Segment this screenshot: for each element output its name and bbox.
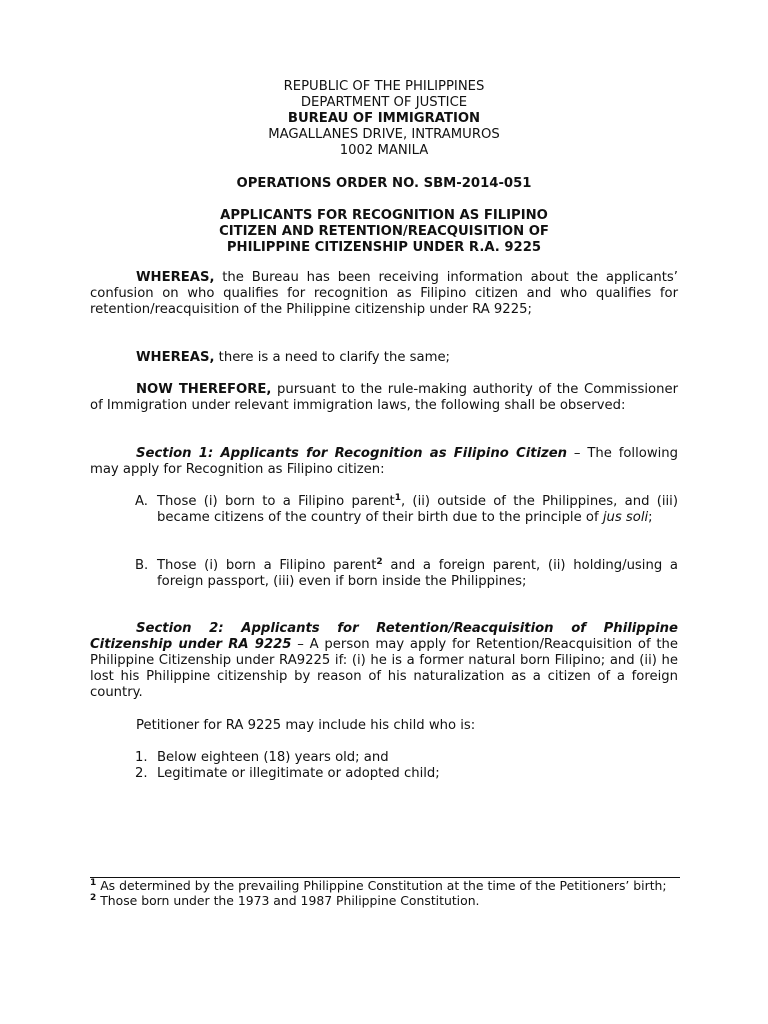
list-a-text-1: Those (i) born to a Filipino parent <box>157 494 395 509</box>
list-b-text-2: and a foreign parent, (ii) holding/using a foreign passport, (iii) even if born inside the Philippines; <box>157 558 678 589</box>
list-a-italic: jus soli <box>602 510 649 525</box>
list-a-text-2: , (ii) outside of the Philippines, and (iii) became citizens of the country of their birth due to the principle of <box>157 494 678 525</box>
list-marker-2: 2. <box>135 766 148 781</box>
list-item-1 <box>135 750 678 766</box>
whereas-paragraph-2 <box>90 350 678 366</box>
now-therefore-lead: NOW THEREFORE, <box>136 382 272 397</box>
recognition-list <box>135 494 678 526</box>
letterhead-bureau: BUREAU OF IMMIGRATION <box>287 111 481 126</box>
subject-title <box>0 208 768 256</box>
subject-line-2: CITIZEN AND RETENTION/REACQUISITION OF <box>219 224 549 239</box>
numbered-list <box>135 750 678 782</box>
footnotes <box>90 878 680 908</box>
list-item-2-text: Legitimate or illegitimate or adopted child; <box>157 766 440 781</box>
whereas-lead-1: WHEREAS, <box>136 270 215 285</box>
list-a-text-3: ; <box>648 510 653 525</box>
footnote-1 <box>90 878 680 893</box>
section-2-paragraph <box>90 621 678 701</box>
recognition-list-b <box>135 558 678 590</box>
list-item-1-text: Below eighteen (18) years old; and <box>157 750 389 765</box>
list-marker-b: B. <box>135 558 149 573</box>
footnote-ref-1: 1 <box>394 493 401 503</box>
section-2-heading: Section 2: Applicants for Retention/Reacquisition of Philippine Citizenship under RA 9225 <box>90 621 678 652</box>
footnote-mark-1: 1 <box>90 878 97 888</box>
list-item-b <box>135 558 678 590</box>
letterhead-republic: REPUBLIC OF THE PHILIPPINES <box>283 79 485 94</box>
whereas-text-2: there is a need to clarify the same; <box>214 350 450 365</box>
subject-line-1: APPLICANTS FOR RECOGNITION AS FILIPINO <box>220 208 548 223</box>
footnote-ref-2: 2 <box>376 557 383 567</box>
section-1-paragraph <box>90 446 678 478</box>
section-1-text: – The following may apply for Recognition as Filipino citizen: <box>90 446 678 477</box>
whereas-text-1: the Bureau has been receiving information about the applicants’ confusion on who qualifies for recognition as Filipino citizen and who qualifies for retention/reacquisition of the Philippine citizenship under RA 9225; <box>90 270 678 317</box>
list-b-text-1: Those (i) born a Filipino parent <box>157 558 377 573</box>
letterhead-department: DEPARTMENT OF JUSTICE <box>300 95 468 110</box>
letterhead <box>0 79 768 159</box>
whereas-lead-2: WHEREAS, <box>136 350 215 365</box>
list-marker-a: A. <box>135 494 148 509</box>
subject-line-3: PHILIPPINE CITIZENSHIP UNDER R.A. 9225 <box>226 240 542 255</box>
order-title: OPERATIONS ORDER NO. SBM-2014-051 <box>236 176 532 191</box>
petitioner-paragraph: Petitioner for RA 9225 may include his child who is: <box>136 718 476 733</box>
now-therefore-paragraph <box>90 382 678 414</box>
now-therefore-text: pursuant to the rule-making authority of the Commissioner of Immigration under relevant immigration laws, the following shall be observed: <box>90 382 678 413</box>
whereas-paragraph-1 <box>90 270 678 318</box>
letterhead-address: MAGALLANES DRIVE, INTRAMUROS <box>268 127 500 142</box>
list-marker-1: 1. <box>135 750 148 765</box>
footnote-1-text: As determined by the prevailing Philippine Constitution at the time of the Petitioners’ birth; <box>96 878 667 893</box>
footnote-mark-2: 2 <box>90 893 97 903</box>
letterhead-city: 1002 MANILA <box>339 143 429 158</box>
list-item-2 <box>135 766 678 782</box>
section-2-text: – A person may apply for Retention/Reacquisition of the Philippine Citizenship under RA9225 if: (i) he is a former natural born Filipino; and (ii) he lost his Philippine citizenship by reason of his naturalization as a citizen of a foreign country. <box>90 637 678 700</box>
footnote-2 <box>90 893 680 908</box>
footnote-2-text: Those born under the 1973 and 1987 Philippine Constitution. <box>96 893 480 908</box>
section-1-heading: Section 1: Applicants for Recognition as Filipino Citizen <box>136 446 568 461</box>
list-item-a <box>135 494 678 526</box>
